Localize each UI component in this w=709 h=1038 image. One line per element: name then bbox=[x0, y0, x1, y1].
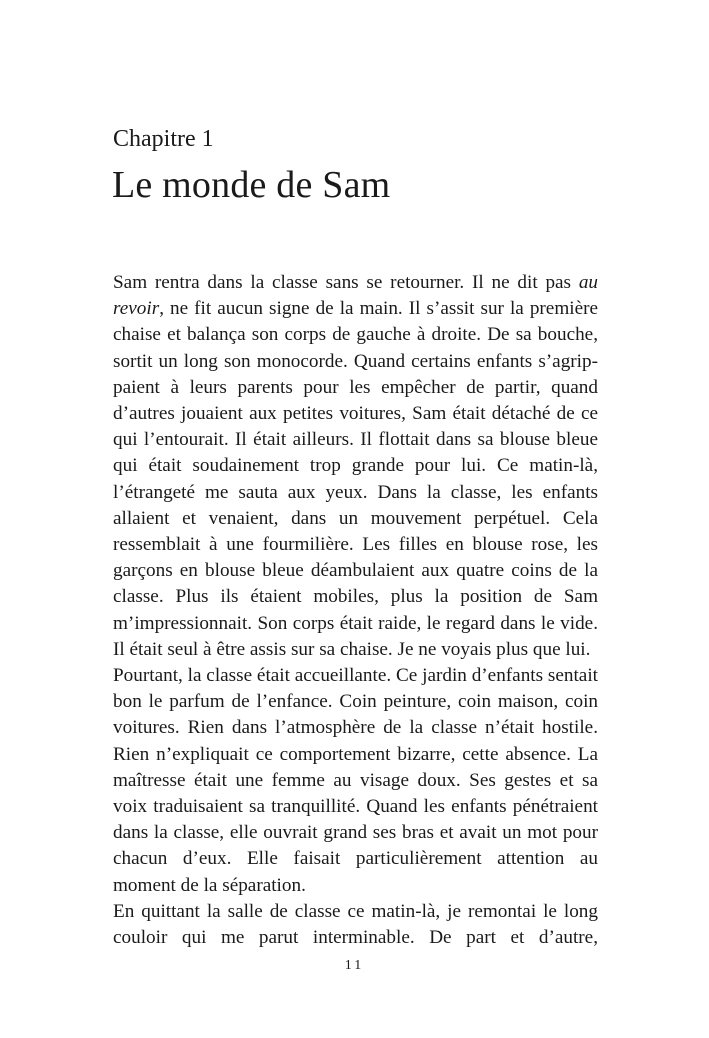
paragraph-1-start: Sam rentra dans la classe sans se retourner. Il ne dit pas bbox=[113, 272, 579, 293]
paragraph-1-rest: , ne fit aucun signe de la main. Il s’assit sur la première chaise et balança son corps de gauche à droite. De sa bouche, sortit un long son monocorde. Quand certains enfants s’agrippaient à leurs parents pour les empêcher de partir, quand d’autres jouaient aux petites voitures, Sam était détaché de ce qui l’entourait. Il était ailleurs. Il flottait dans sa blouse bleue qui était soudainement trop grande pour lui. Ce matin-là, l’étrangeté me sauta aux yeux. Dans la classe, les enfants allaient et venaient, dans un mouvement perpétuel. Cela ressemblait à une fourmilière. Les filles en blouse rose, les garçons en blouse bleue déambulaient aux quatre coins de la classe. Plus ils étaient mobiles, plus la position de Sam m’impressionnait. Son corps était raide, le regard dans le vide. Il était seul à être assis sur sa chaise. Je ne voyais plus que lui. bbox=[113, 298, 598, 660]
paragraph-1-emphasis: au revoir bbox=[113, 272, 598, 320]
paragraph-1 bbox=[113, 270, 598, 663]
page-number: 11 bbox=[344, 958, 365, 973]
chapter-label: Chapitre 1 bbox=[113, 126, 214, 152]
paragraph-3: En quittant la salle de classe ce matin-là, je remontai le long couloir qui me parut interminable. De part et d’autre, bbox=[113, 900, 598, 949]
chapter-title: Le monde de Sam bbox=[112, 164, 391, 206]
paragraph-2: Pourtant, la classe était accueillante. Ce jardin d’enfants sentait bon le parfum de l’enfance. Coin peinture, coin maison, coin voitures. Rien dans l’atmosphère de la classe n’était hostile. Rien n’expliquait ce comportement bizarre, cette absence. La maîtresse était une femme au visage doux. Ses gestes et sa voix traduisaient sa tranquillité. Quand les enfants pénétraient dans la classe, elle ouvrait grand ses bras et avait un mot pour chacun d’eux. Elle faisait particulièrement attention au moment de la séparation. bbox=[113, 665, 598, 896]
chapter-body bbox=[113, 270, 598, 951]
